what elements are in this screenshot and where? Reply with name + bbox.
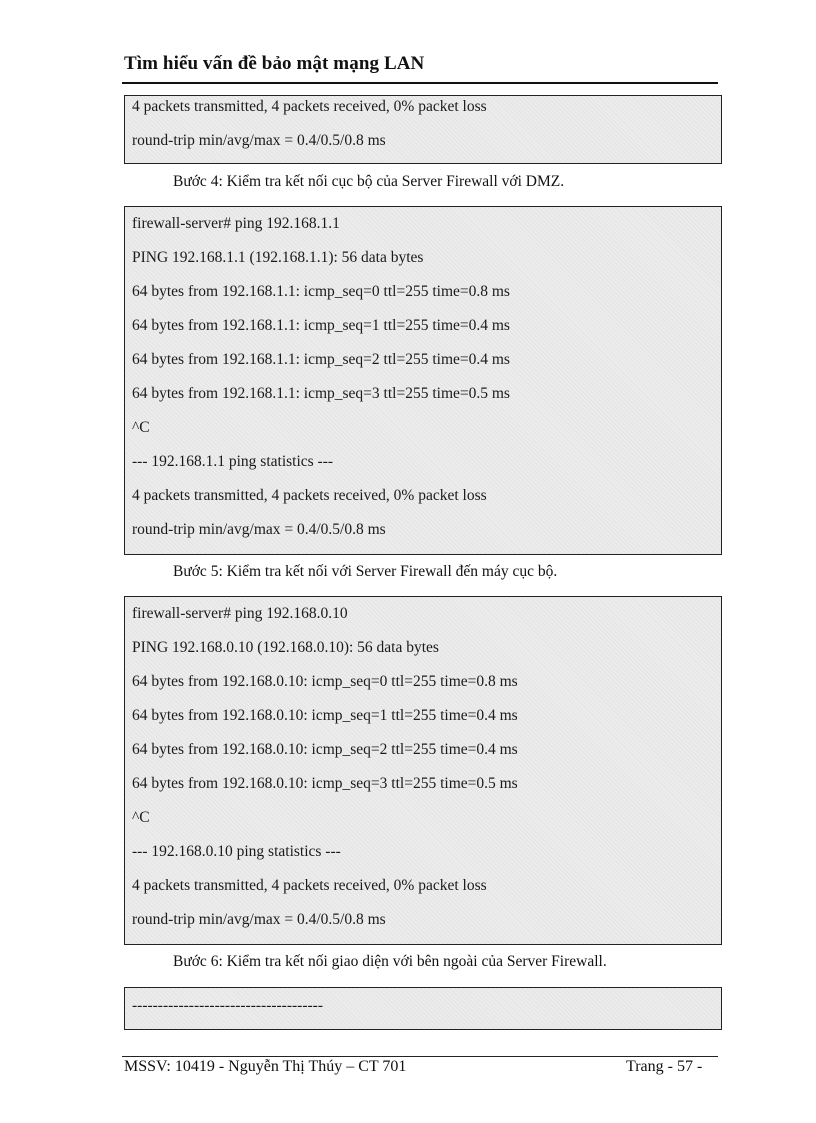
terminal-line: PING 192.168.1.1 (192.168.1.1): 56 data bytes bbox=[132, 249, 424, 266]
terminal-line: 64 bytes from 192.168.1.1: icmp_seq=0 ttl=255 time=0.8 ms bbox=[132, 283, 510, 300]
terminal-line: 4 packets transmitted, 4 packets received, 0% packet loss bbox=[132, 877, 487, 894]
terminal-line: --- 192.168.0.10 ping statistics --- bbox=[132, 843, 341, 860]
step-5-heading: Bước 5: Kiểm tra kết nối với Server Firewall đến máy cục bộ. bbox=[173, 563, 558, 580]
terminal-line: firewall-server# ping 192.168.0.10 bbox=[132, 605, 348, 622]
terminal-line: 64 bytes from 192.168.0.10: icmp_seq=0 ttl=255 time=0.8 ms bbox=[132, 673, 518, 690]
terminal-line: 4 packets transmitted, 4 packets received, 0% packet loss bbox=[132, 487, 487, 504]
terminal-line: round-trip min/avg/max = 0.4/0.5/0.8 ms bbox=[132, 911, 386, 928]
footer-divider bbox=[122, 1056, 718, 1057]
terminal-line: ^C bbox=[132, 419, 150, 436]
terminal-line: --- 192.168.1.1 ping statistics --- bbox=[132, 453, 334, 470]
terminal-line: round-trip min/avg/max = 0.4/0.5/0.8 ms bbox=[132, 132, 386, 149]
terminal-output-box bbox=[124, 596, 722, 945]
terminal-line: 4 packets transmitted, 4 packets received, 0% packet loss bbox=[132, 98, 487, 115]
terminal-line: ^C bbox=[132, 809, 150, 826]
terminal-line: 64 bytes from 192.168.1.1: icmp_seq=1 ttl=255 time=0.4 ms bbox=[132, 317, 510, 334]
terminal-line: firewall-server# ping 192.168.1.1 bbox=[132, 215, 340, 232]
terminal-line: 64 bytes from 192.168.1.1: icmp_seq=2 ttl=255 time=0.4 ms bbox=[132, 351, 510, 368]
terminal-line: 64 bytes from 192.168.0.10: icmp_seq=1 ttl=255 time=0.4 ms bbox=[132, 707, 518, 724]
terminal-line: 64 bytes from 192.168.1.1: icmp_seq=3 ttl=255 time=0.5 ms bbox=[132, 385, 510, 402]
header-divider bbox=[122, 82, 718, 84]
terminal-line: round-trip min/avg/max = 0.4/0.5/0.8 ms bbox=[132, 521, 386, 538]
terminal-line: PING 192.168.0.10 (192.168.0.10): 56 data bytes bbox=[132, 639, 439, 656]
page-header-title: Tìm hiểu vấn đề bảo mật mạng LAN bbox=[124, 53, 425, 74]
step-6-heading: Bước 6: Kiểm tra kết nối giao diện với bên ngoài của Server Firewall. bbox=[173, 953, 607, 970]
footer-student-info: MSSV: 10419 - Nguyễn Thị Thúy – CT 701 bbox=[124, 1058, 407, 1075]
page-number: Trang - 57 - bbox=[626, 1058, 703, 1075]
terminal-line: ------------------------------------- bbox=[132, 997, 323, 1014]
terminal-line: 64 bytes from 192.168.0.10: icmp_seq=2 ttl=255 time=0.4 ms bbox=[132, 741, 518, 758]
terminal-output-box bbox=[124, 987, 722, 1030]
terminal-line: 64 bytes from 192.168.0.10: icmp_seq=3 ttl=255 time=0.5 ms bbox=[132, 775, 518, 792]
terminal-output-box bbox=[124, 206, 722, 555]
terminal-output-box bbox=[124, 95, 722, 164]
step-4-heading: Bước 4: Kiểm tra kết nối cục bộ của Server Firewall với DMZ. bbox=[173, 173, 565, 190]
